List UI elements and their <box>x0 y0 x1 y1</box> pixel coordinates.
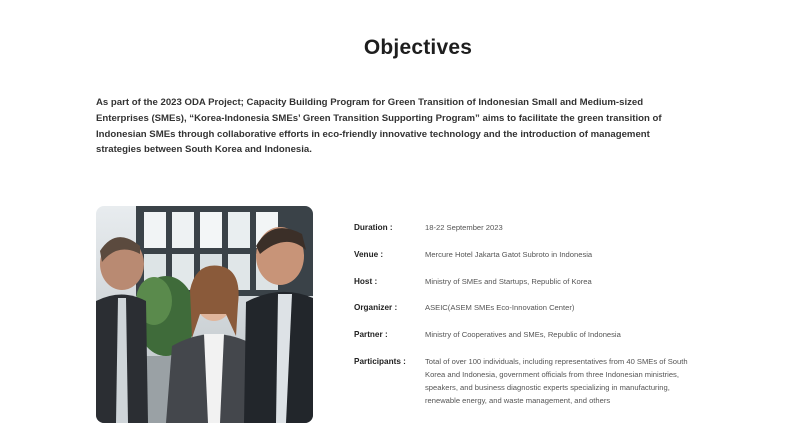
detail-value: Ministry of Cooperatives and SMEs, Republic of Indonesia <box>425 330 621 340</box>
detail-row-participants <box>354 355 714 407</box>
detail-row-duration <box>354 221 714 248</box>
detail-label: Participants : <box>354 356 406 366</box>
detail-value: 18-22 September 2023 <box>425 223 503 232</box>
detail-row-venue <box>354 248 714 275</box>
page-title: Objectives <box>363 36 473 59</box>
intro-paragraph: As part of the 2023 ODA Project; Capacity Building Program for Green Transition of Indonesian Small and Medium-sized Enterprises (SMEs), “Korea-Indonesia SMEs’ Green Transition Supporting Program” aims to facilitate the green transition of Indonesian SMEs through collaborative efforts in eco-friendly innovative technology and the introduction of management strategies between South Korea and Indonesia. <box>96 97 662 156</box>
detail-value: Total of over 100 individuals, including representatives from 40 SMEs of South Korea and Indonesia, government officials from three Indonesian ministries, speakers, and business diagnostic experts specializing in manufacturing, renewable energy, and waste management, and others <box>425 356 688 405</box>
event-details <box>354 221 714 407</box>
detail-label: Partner : <box>354 330 388 340</box>
detail-value: Ministry of SMEs and Startups, Republic of Korea <box>425 276 592 286</box>
detail-label: Host : <box>354 276 378 286</box>
detail-row-partner <box>354 328 714 355</box>
detail-row-organizer <box>354 301 714 328</box>
detail-label: Duration : <box>354 223 393 232</box>
event-photo <box>96 206 313 423</box>
detail-label: Organizer : <box>354 303 398 313</box>
detail-row-host <box>354 275 714 302</box>
detail-label: Venue : <box>354 249 384 259</box>
detail-value: ASEIC(ASEM SMEs Eco-Innovation Center) <box>425 303 575 313</box>
detail-value: Mercure Hotel Jakarta Gatot Subroto in Indonesia <box>425 249 593 259</box>
